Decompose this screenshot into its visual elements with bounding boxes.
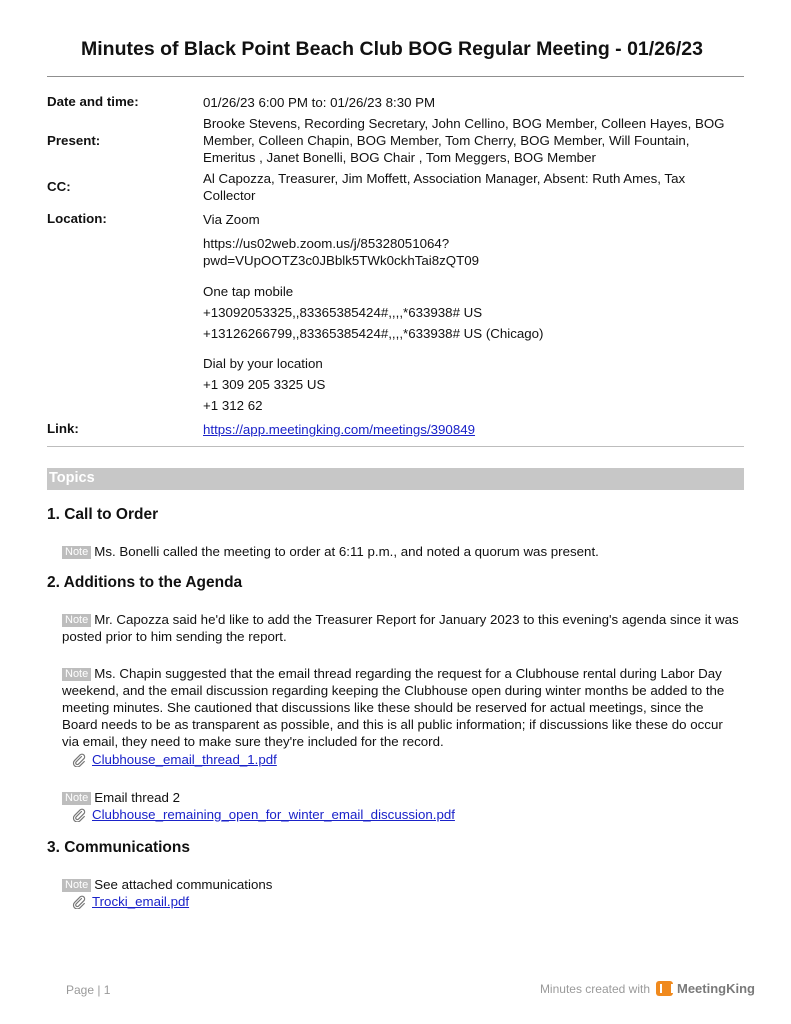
footer-credit — [540, 981, 755, 996]
date-label: Date and time: — [47, 94, 139, 109]
page-title: Minutes of Black Point Beach Club BOG Regular Meeting - 01/26/23 — [81, 38, 703, 60]
cc-label: CC: — [47, 179, 71, 194]
page-number: Page | 1 — [66, 983, 111, 997]
note-badge: Note — [62, 792, 91, 805]
paperclip-icon — [72, 895, 86, 909]
meetingking-logo-icon — [656, 981, 673, 996]
paperclip-icon — [72, 808, 86, 822]
topics-header: Topics — [49, 470, 95, 486]
location-line: +1 312 62 — [203, 398, 263, 413]
cc-value: Al Capozza, Treasurer, Jim Moffett, Association Manager, Absent: Ruth Ames, Tax Collector — [203, 171, 686, 203]
divider — [47, 446, 744, 447]
note-text: Email thread 2 — [94, 790, 180, 805]
credit-text: Minutes created with — [539, 982, 650, 996]
note-badge: Note — [62, 879, 91, 892]
location-line: Via Zoom — [203, 212, 260, 227]
attachment-link[interactable]: Clubhouse_email_thread_1.pdf — [92, 752, 277, 767]
location-line: pwd=VUpOOTZ3c0JBblk5TWk0ckhTai8zQT09 — [203, 253, 480, 268]
note-text: Ms. Chapin suggested that the email thread regarding the request for a Clubhouse rental during Labor Day weekend, and the email discussion regarding keeping the Clubhouse open during winter months be added to the meeting minutes. She cautioned that discussions like these should be reserved for actual meetings, since the Board needs to be as transparent as possible, and this is all public information; if discussions like these do occur via email, they need to make sure they're included for the record. — [62, 666, 725, 749]
date-value: 01/26/23 6:00 PM to: 01/26/23 8:30 PM — [203, 95, 436, 110]
topic-heading: 3. Communications — [47, 839, 190, 856]
link-label: Link: — [47, 421, 79, 436]
meeting-link[interactable]: https://app.meetingking.com/meetings/390849 — [203, 422, 476, 437]
location-line: +1 309 205 3325 US — [203, 377, 326, 392]
attachment[interactable] — [72, 893, 189, 910]
note — [62, 789, 742, 806]
location-line: +13126266799,,83365385424#,,,,*633938# US (Chicago) — [203, 326, 544, 341]
attachment-link[interactable]: Trocki_email.pdf — [92, 894, 190, 909]
note — [62, 876, 742, 893]
note — [62, 611, 742, 645]
note-badge: Note — [62, 614, 91, 627]
location-line: One tap mobile — [203, 284, 294, 299]
note-text: See attached communications — [94, 877, 273, 892]
note — [62, 665, 742, 750]
note-text: Mr. Capozza said he'd like to add the Treasurer Report for January 2023 to this evening's agenda since it was posted prior to him sending the report. — [62, 612, 739, 644]
present-label: Present: — [47, 133, 101, 148]
location-label: Location: — [47, 211, 107, 226]
location-line: Dial by your location — [203, 356, 323, 371]
brand-name: MeetingKing — [677, 981, 755, 996]
topic-heading: 2. Additions to the Agenda — [47, 574, 243, 591]
divider — [47, 76, 744, 77]
attachment[interactable] — [72, 751, 277, 768]
attachment-link[interactable]: Clubhouse_remaining_open_for_winter_email_discussion.pdf — [92, 807, 455, 822]
note — [62, 543, 742, 560]
attachment[interactable] — [72, 806, 455, 823]
note-badge: Note — [62, 546, 91, 559]
present-value: Brooke Stevens, Recording Secretary, John Cellino, BOG Member, Colleen Hayes, BOG Member, Colleen Chapin, BOG Member, Tom Cherry, BOG Member, Will Fountain, Emeritus , Janet Bonelli, BOG Chair , Tom Meggers, BOG Member — [203, 116, 725, 165]
topics-header-bar — [47, 468, 744, 490]
note-badge: Note — [62, 668, 91, 681]
location-line: https://us02web.zoom.us/j/85328051064? — [203, 236, 450, 251]
note-text: Ms. Bonelli called the meeting to order at 6:11 p.m., and noted a quorum was present. — [94, 544, 599, 559]
topic-heading: 1. Call to Order — [47, 506, 159, 523]
paperclip-icon — [72, 753, 86, 767]
location-line: +13092053325,,83365385424#,,,,*633938# US — [203, 305, 483, 320]
